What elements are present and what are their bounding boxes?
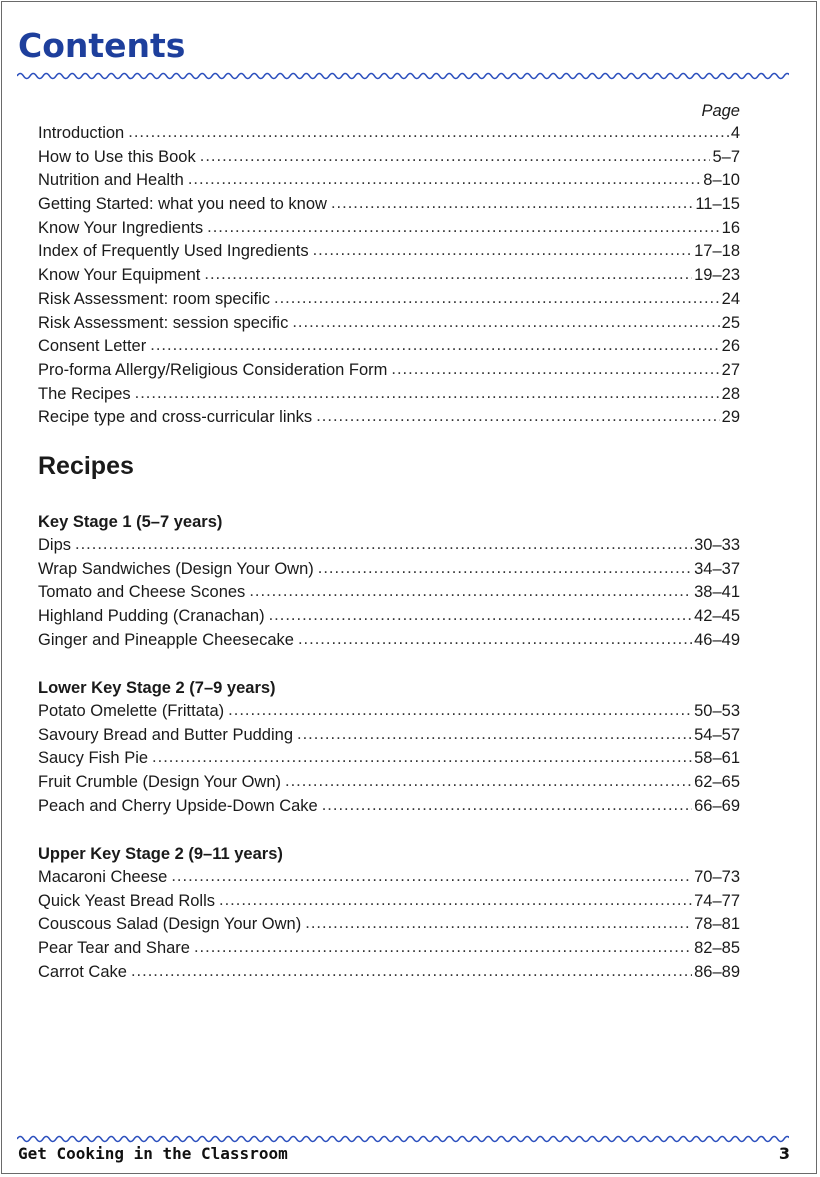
dot-leader	[274, 287, 720, 311]
recipe-group-lower-key-stage-2	[38, 676, 740, 818]
dot-leader	[318, 557, 692, 581]
group-heading: Upper Key Stage 2 (9–11 years)	[38, 845, 283, 863]
entry-label: Wrap Sandwiches (Design Your Own)	[38, 559, 314, 578]
entry-label: Introduction	[38, 124, 125, 142]
group-heading: Key Stage 1 (5–7 years)	[38, 513, 223, 531]
dot-leader	[305, 912, 692, 936]
entry-page-number: 46–49	[694, 630, 740, 649]
entry-page-number: 74–77	[694, 891, 740, 910]
entry-label: Pro-forma Allergy/Religious Consideration Form	[38, 360, 388, 379]
recipe-entry	[38, 629, 740, 653]
entry-page-number: 42–45	[694, 607, 740, 626]
contents-entry	[38, 335, 740, 359]
recipe-entry	[38, 913, 740, 937]
entry-page-number: 62–65	[694, 773, 740, 792]
entry-label: Fruit Crumble (Design Your Own)	[38, 773, 282, 792]
contents-entry	[38, 383, 740, 407]
entry-label: How to Use this Book	[38, 147, 196, 166]
entry-page-number: 30–33	[694, 536, 740, 554]
dot-leader	[171, 865, 692, 889]
recipe-entry	[38, 581, 740, 605]
contents-entry	[38, 288, 740, 312]
contents-entry	[38, 312, 740, 336]
entry-page-number: 26	[721, 337, 740, 356]
recipe-group-upper-key-stage-2	[38, 842, 740, 984]
entry-label: Getting Started: what you need to know	[38, 195, 327, 214]
footer-book-title: Get Cooking in the Classroom	[18, 1144, 288, 1163]
entry-label: Quick Yeast Bread Rolls	[38, 891, 216, 910]
dot-leader	[297, 723, 692, 747]
contents-entry	[38, 359, 740, 383]
entry-label: Risk Assessment: room specific	[38, 289, 270, 308]
dot-leader	[249, 580, 692, 604]
recipe-group-key-stage-1	[38, 510, 740, 652]
page-title: Contents	[18, 26, 186, 65]
dot-leader	[316, 405, 719, 429]
dot-leader	[322, 794, 692, 818]
entry-label: Risk Assessment: session specific	[38, 313, 289, 332]
dot-leader	[298, 628, 692, 652]
entry-label: Dips	[38, 536, 72, 554]
dot-leader	[204, 263, 692, 287]
entry-label: Pear Tear and Share	[38, 939, 190, 958]
entry-page-number: 5–7	[712, 147, 740, 166]
entry-page-number: 11–15	[695, 195, 740, 214]
recipe-entry	[38, 534, 740, 558]
dot-leader	[194, 936, 692, 960]
entry-page-number: 28	[721, 384, 740, 403]
contents-entry	[38, 217, 740, 241]
recipe-entry	[38, 771, 740, 795]
contents-list	[38, 100, 740, 430]
entry-page-number: 19–23	[694, 266, 740, 285]
entry-page-number: 29	[721, 408, 740, 427]
dot-leader	[285, 770, 692, 794]
dot-leader	[391, 358, 719, 382]
dot-leader	[292, 311, 719, 335]
dot-leader	[313, 239, 693, 263]
entry-label: Recipe type and cross-curricular links	[38, 408, 313, 427]
recipe-entry	[38, 747, 740, 771]
entry-page-number: 17–18	[694, 242, 740, 261]
contents-entry	[38, 264, 740, 288]
dot-leader	[200, 145, 711, 169]
entry-page-number: 34–37	[694, 559, 740, 578]
entry-page-number: 24	[721, 289, 740, 308]
entry-label: Highland Pudding (Cranachan)	[38, 607, 265, 626]
dot-leader	[135, 382, 720, 406]
entry-page-number: 8–10	[703, 171, 740, 190]
dot-leader	[131, 960, 692, 984]
entry-label: The Recipes	[38, 384, 131, 403]
entry-label: Savoury Bread and Butter Pudding	[38, 725, 294, 744]
contents-entry	[38, 122, 740, 146]
entry-label: Couscous Salad (Design Your Own)	[38, 915, 302, 934]
entry-label: Peach and Cherry Upside-Down Cake	[38, 796, 318, 815]
recipe-entry	[38, 961, 740, 985]
dot-leader	[188, 168, 701, 192]
entry-page-number: 38–41	[694, 583, 740, 602]
entry-page-number: 82–85	[694, 939, 740, 958]
recipe-entry	[38, 605, 740, 629]
wavy-divider-top	[17, 70, 789, 82]
recipe-entry	[38, 795, 740, 819]
entry-label: Macaroni Cheese	[38, 868, 168, 886]
group-heading: Lower Key Stage 2 (7–9 years)	[38, 679, 276, 697]
entry-label: Tomato and Cheese Scones	[38, 583, 246, 602]
recipe-entry	[38, 866, 740, 890]
entry-label: Know Your Ingredients	[38, 218, 204, 237]
entry-page-number: 58–61	[694, 749, 740, 768]
recipe-entry	[38, 700, 740, 724]
contents-entry	[38, 240, 740, 264]
entry-label: Ginger and Pineapple Cheesecake	[38, 630, 294, 649]
entry-page-number: 16	[721, 218, 740, 237]
dot-leader	[152, 746, 692, 770]
dot-leader	[331, 192, 693, 216]
wave-line	[17, 1137, 789, 1142]
dot-leader	[207, 216, 720, 240]
dot-leader	[150, 334, 719, 358]
wave-line	[17, 74, 789, 79]
contents-entry	[38, 146, 740, 170]
contents-entry	[38, 406, 740, 430]
dot-leader	[128, 121, 729, 145]
page-column-label: Page	[701, 102, 740, 120]
recipe-entry	[38, 937, 740, 961]
entry-page-number: 27	[721, 360, 740, 379]
recipes-heading: Recipes	[38, 452, 134, 480]
entry-page-number: 25	[721, 313, 740, 332]
entry-page-number: 4	[730, 124, 740, 142]
dot-leader	[75, 533, 692, 557]
entry-page-number: 78–81	[694, 915, 740, 934]
dot-leader	[269, 604, 693, 628]
recipe-entry	[38, 724, 740, 748]
entry-label: Know Your Equipment	[38, 266, 201, 285]
entry-label: Consent Letter	[38, 337, 147, 356]
entry-label: Index of Frequently Used Ingredients	[38, 242, 309, 261]
entry-label: Saucy Fish Pie	[38, 749, 149, 768]
entry-page-number: 66–69	[694, 796, 740, 815]
recipe-entry	[38, 890, 740, 914]
entry-page-number: 70–73	[694, 868, 740, 886]
entry-page-number: 54–57	[694, 725, 740, 744]
entry-page-number: 50–53	[694, 702, 740, 720]
entry-page-number: 86–89	[694, 962, 740, 981]
entry-label: Potato Omelette (Frittata)	[38, 702, 225, 720]
contents-entry	[38, 169, 740, 193]
entry-label: Carrot Cake	[38, 962, 127, 981]
dot-leader	[228, 699, 692, 723]
contents-entry	[38, 193, 740, 217]
entry-label: Nutrition and Health	[38, 171, 184, 190]
recipe-entry	[38, 558, 740, 582]
footer-page-number: 3	[778, 1144, 790, 1163]
dot-leader	[219, 889, 692, 913]
